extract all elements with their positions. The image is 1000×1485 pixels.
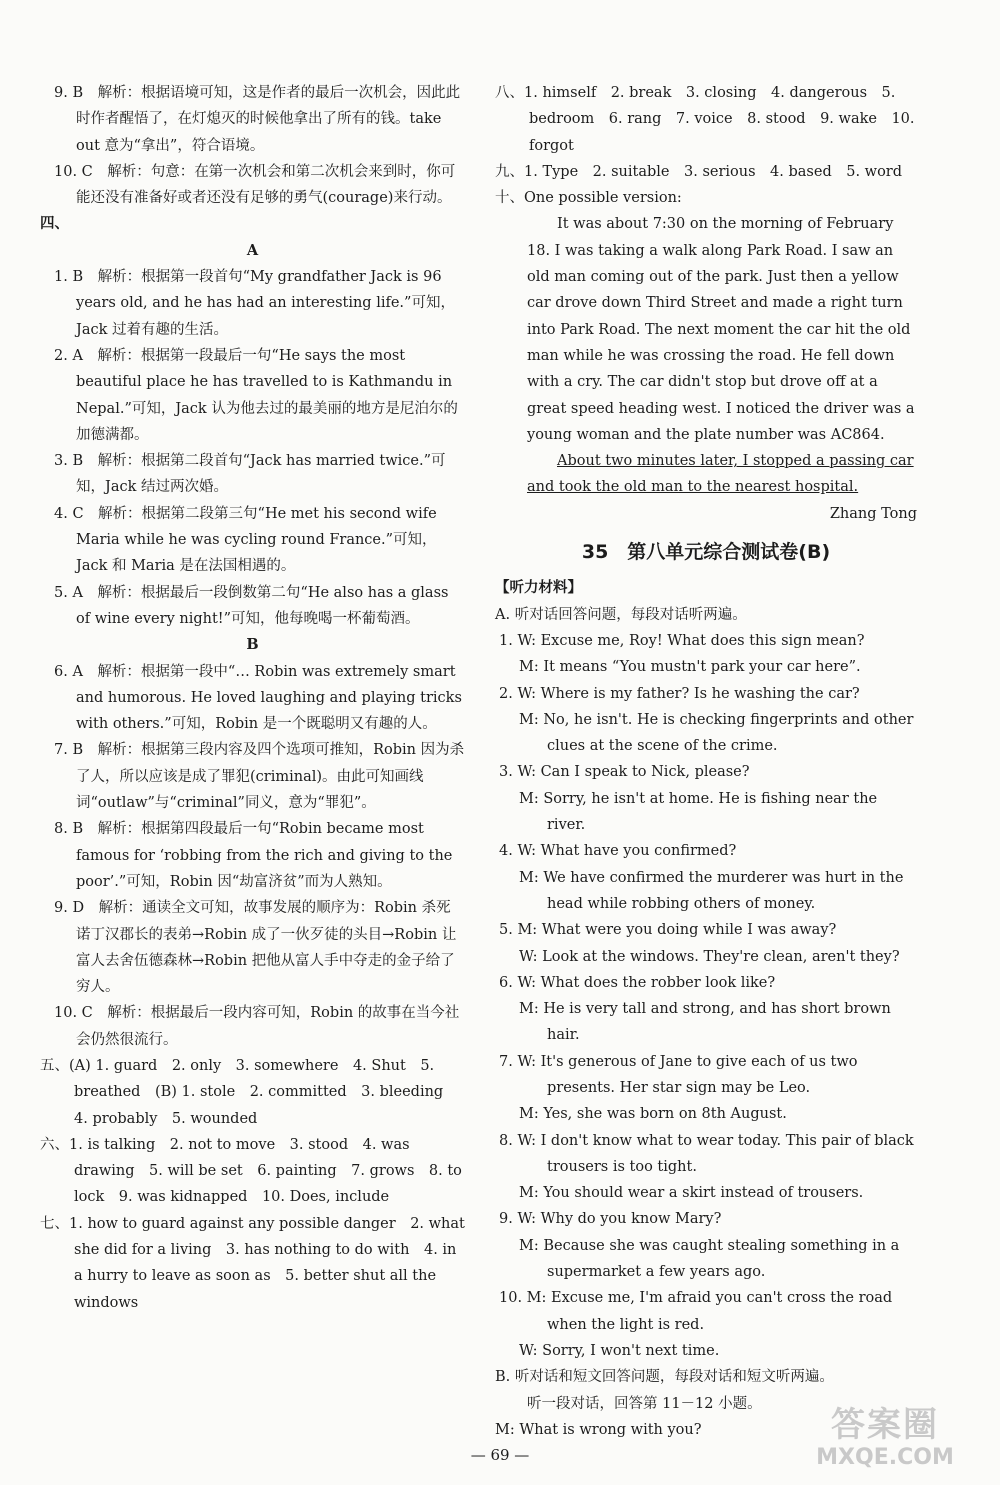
page-number: — 69 — [470,1446,530,1464]
left-text-line: 10. C 解析：句意：在第一次机会和第二次机会来到时，你可能还没有准备好或者还没有足够的勇气(courage)来行动。 [54,163,456,207]
right-text-line: M: What is wrong with you? [495,1421,702,1438]
watermark-url: MXQE.COM [816,1445,954,1470]
left-text-line: A [246,241,259,259]
right-text-line: M: We have confirmed the murderer was hurt in the head while robbing others of money. [519,869,904,912]
right-text-line: M: You should wear a skirt instead of trousers. [519,1185,864,1202]
left-text-line: 8. B 解析：根据第四段最后一句“Robin became most famous for ‘robbing from the rich and giving to the poor’.”可知，Robin 因“劫富济贫”而为人熟知。 [54,821,453,890]
right-text-line: M: It means “You mustn't park your car here”. [519,659,861,676]
left-text-line: 9. D 解析：通读全文可知，故事发展的顺序为：Robin 杀死诺丁汉郡长的表弟→Robin 成了一伙歹徒的头目→Robin 让富人去舍伍德森林→Robin 把他从富人手中夺走的金子给了穷人。 [54,900,457,996]
right-text-line: 2. W: Where is my father? Is he washing the car? [499,685,860,702]
right-text-line: B. 听对话和短文回答问题，每段对话和短文听两遍。 [495,1369,834,1386]
right-column [495,80,917,1443]
right-text-line: 八、1. himself 2. break 3. closing 4. dangerous 5. bedroom 6. rang 7. voice 8. stood 9. wake 10. forgot [495,85,915,154]
right-text-line: M: He is very tall and strong, and has short brown hair. [519,1001,891,1044]
right-text-line: About two minutes later, I stopped a passing car and took the old man to the nearest hospital. [527,453,914,496]
right-text-line: 7. W: It's generous of Jane to give each of us two presents. Her star sign may be Leo. [499,1053,858,1096]
right-text-line: 5. M: What were you doing while I was away? [499,922,837,939]
right-text-line: 【听力材料】 [495,579,582,597]
right-text-line: M: Sorry, he isn't at home. He is fishing near the river. [519,790,878,834]
right-text-line: 4. W: What have you confirmed? [499,843,737,860]
right-text-line: 6. W: What does the robber look like? [499,974,776,991]
left-text-line: 10. C 解析：根据最后一段内容可知，Robin 的故事在当今社会仍然很流行。 [54,1005,460,1048]
left-column [40,80,465,1316]
right-text-line: W: Look at the windows. They're clean, aren't they? [519,948,900,965]
left-text-line: 2. A 解析：根据第一段最后一句“He says the most beautiful place he has travelled to is Kathmandu in Nepal.”可知，Jack 认为他去过的最美丽的地方是尼泊尔的加德满都。 [54,347,458,443]
left-text-line: 四、 [40,215,69,233]
right-text-line: W: Sorry, I won't next time. [519,1342,720,1359]
left-text-line: 3. B 解析：根据第二段首句“Jack has married twice.”可知，Jack 结过两次婚。 [54,453,446,496]
right-text-line: Zhang Tong [829,505,917,522]
right-text-line: 9. W: Why do you know Mary? [499,1211,722,1228]
left-text-line: 1. B 解析：根据第一段首句“My grandfather Jack is 96 years old, and he has had an interesting life.”可知，Jack 过着有趣的生活。 [54,269,455,338]
left-text-line: 七、1. how to guard against any possible danger 2. what she did for a living 3. has nothing to do with 4. in a hurry to leave as soon as 5. better shut all the windows [40,1215,465,1311]
left-text-line: 4. C 解析：根据第二段第三句“He met his second wife Maria while he was cycling round France.”可知，Jack 和 Maria 是在法国相遇的。 [54,505,437,575]
right-text-line: 35 第八单元综合测试卷(B) [581,541,831,564]
left-text-line: 六、1. is talking 2. not to move 3. stood 4. was drawing 5. will be set 6. painting 7. grows 8. to lock 9. was kidnapped 10. Does, include [40,1136,462,1206]
right-text-line: A. 听对话回答问题，每段对话听两遍。 [495,606,747,623]
right-text-line: It was about 7:30 on the morning of February 18. I was taking a walk along Park Road. I saw an old man coming out of the park. Just then a yellow car drove down Third Street and made a right turn into Park Road. The next moment the car hit the old man while he was crossing the road. He fell down with a cry. The car didn't stop but drove off at a great speed heading west. I noticed the driver was a young woman and the plate number was AC864. [527,216,915,443]
right-text-line: 3. W: Can I speak to Nick, please? [499,764,750,781]
right-text-line: 十、One possible version: [495,190,682,207]
watermark-text: 答案圈 [831,1405,939,1445]
right-text-line: M: Yes, she was born on 8th August. [519,1106,787,1123]
left-text-line: 6. A 解析：根据第一段中“… Robin was extremely smart and humorous. He loved laughing and playing tricks with others.”可知，Robin 是一个既聪明又有趣的人。 [54,663,462,733]
right-text-line: M: No, he isn't. He is checking fingerprints and other clues at the scene of the crime. [519,711,914,755]
left-text-line: 5. A 解析：根据最后一段倒数第二句“He also has a glass of wine every night!”可知，他每晚喝一杯葡萄酒。 [54,584,449,627]
right-text-line: 1. W: Excuse me, Roy! What does this sign mean? [499,632,865,649]
left-text-line: B [246,636,259,654]
left-text-line: 7. B 解析：根据第三段内容及四个选项可推知，Robin 因为杀了人，所以应该是成了罪犯(criminal)。由此可知画线词“outlaw”与“criminal”同义，意为“罪犯”。 [54,742,465,812]
right-text-line: 听一段对话，回答第 11－12 小题。 [527,1395,762,1412]
right-text-line: 九、1. Type 2. suitable 3. serious 4. based 5. word [495,163,903,180]
left-text-line: 五、(A) 1. guard 2. only 3. somewhere 4. Shut 5. breathed (B) 1. stole 2. committed 3. bleeding 4. probably 5. wounded [40,1057,458,1127]
left-text-line: 9. B 解析：根据语境可知，这是作者的最后一次机会，因此此时作者醒悟了，在灯熄灭的时候他拿出了所有的钱。take out 意为“拿出”，符合语境。 [54,85,461,154]
right-text-line: 10. M: Excuse me, I'm afraid you can't cross the road when the light is red. [499,1290,893,1333]
watermark-logo [810,1405,960,1480]
right-text-line: 8. W: I don't know what to wear today. This pair of black trousers is too tight. [499,1132,914,1175]
right-text-line: M: Because she was caught stealing something in a supermarket a few years ago. [519,1237,900,1281]
